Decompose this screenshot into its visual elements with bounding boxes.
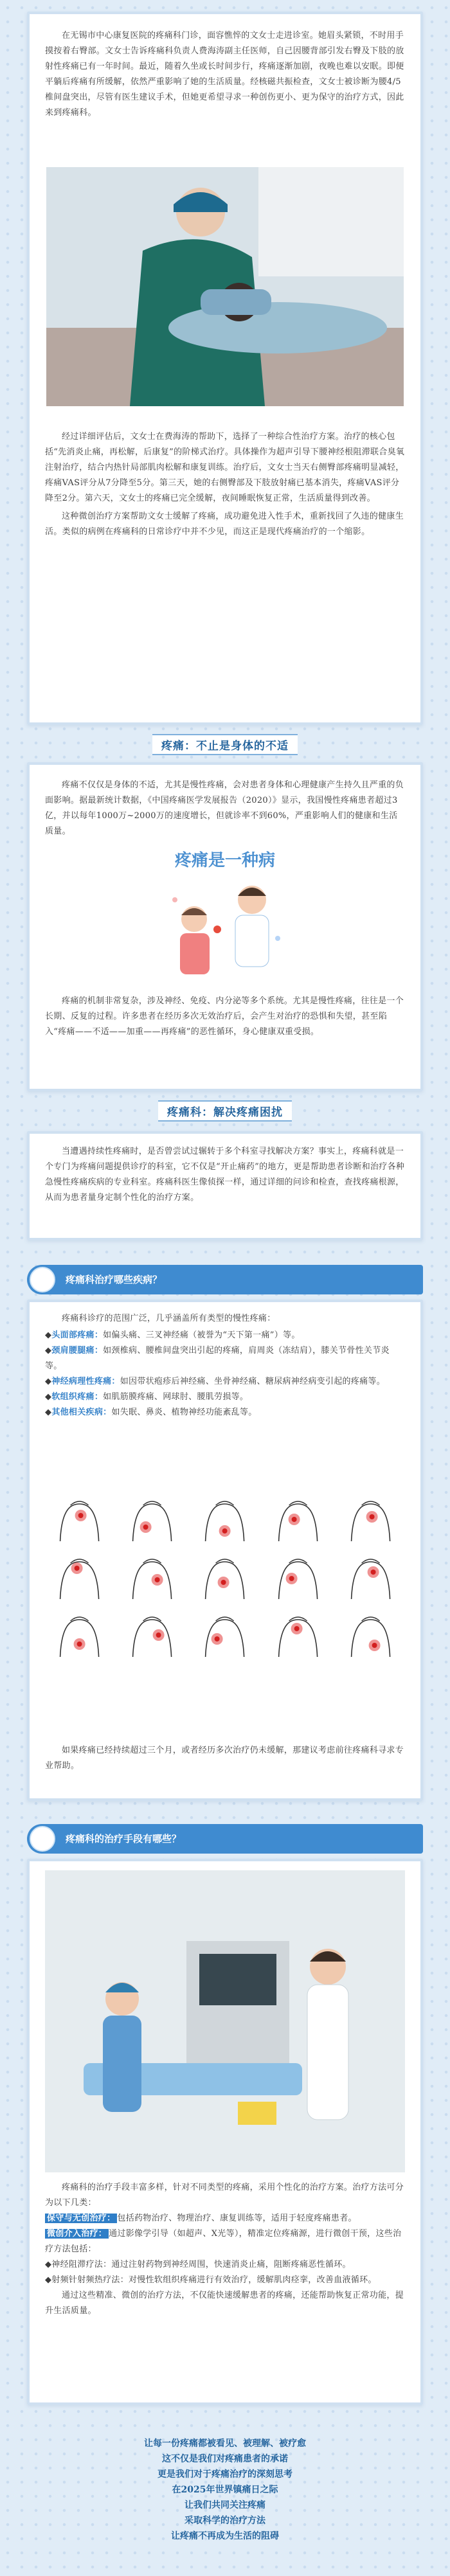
body-pain-figure [264,1549,332,1600]
section2-card [27,1131,423,1240]
doctor-patient-cartoon [156,874,294,982]
doctor-patient-photo [46,167,404,406]
qa2-sub-item: ◆神经阻滞疗法：通过注射药物到神经周围，快速消炎止痛，阻断疼痛恶性循环。 [45,2260,351,2269]
body-pain-figure [118,1607,186,1658]
section-title-1 [0,734,450,755]
qa2-conservative: 保守与无创治疗： 包括药物治疗、物理治疗、康复训练等，适用于轻度疼痛患者。 [45,2211,405,2226]
body-pain-figure [264,1607,332,1658]
qa2-intro: 疼痛科的治疗手段丰富多样，针对不同类型的疼痛，采用个性化的治疗方案。治疗方法可分为以下几类： [45,2183,404,2208]
body-pain-figure [336,1491,405,1543]
body-pain-figure [45,1491,114,1543]
intro-card [27,12,423,725]
footer-line: 在2025年世界镇痛日之际 [172,2485,278,2495]
qa2-card [27,1859,423,2405]
body-pain-figure [264,1491,332,1543]
footer-line: 这不仅是我们对疼痛患者的承诺 [162,2454,288,2464]
doctor-avatar-icon [30,1267,55,1292]
section-title-2-text: 疼痛科：解决疼痛困扰 [158,1100,292,1122]
section-title-1-text: 疼痛：不止是身体的不适 [152,734,298,755]
body-pain-figure [118,1491,186,1543]
footer-line: 让疼痛不再成为生活的阻碍 [171,2531,279,2541]
section2-paragraph: 当遭遇持续性疼痛时，是否曾尝试过辗转于多个科室寻找解决方案？事实上，疼痛科就是一个专门为疼痛问题提供诊疗的科室，它不仅是“开止痛药”的地方，更是帮助患者诊断和治疗各种急慢性疼痛疾病的专业科室。疼痛科医生像侦探一样，通过详细的问诊和检查，查找疼痛根源，从而为患者量身定制个性化的治疗方案。 [45,1147,405,1203]
footer-line: 更是我们对于疼痛治疗的深刻思考 [158,2469,292,2480]
intro-paragraph: 在无锡市中心康复医院的疼痛科门诊，面容憔悴的文女士走进诊室。她眉头紧锁，不时用手摸按着右臀部。文女士告诉疼痛科负责人费海涛副主任医师，自己因腰背部引发右臀及下肢的放射性疼痛已有一年时间。最近，随着久坐或长时间步行，疼痛逐渐加剧，夜晚也难以安眠。即便平躺后疼痛有所缓解，依然严重影响了她的生活质量。经核磁共振检查，文女士被诊断为腰4/5椎间盘突出，尽管有医生建议手术，但她更希望寻求一种创伤更小、更为保守的治疗方式，因此来到疼痛科。 [45,31,404,118]
body-pain-figure [190,1549,259,1600]
pain-is-disease-text: 疼痛是一种病 [174,851,275,870]
footer-closing [0,2436,450,2544]
qa1-item: ◆其他相关疾病：如失眠、鼻炎、植物神经功能紊乱等。 [45,1408,257,1417]
qa2-sub-item: ◆射频针射频热疗法：对慢性软组织疼痛进行有效治疗，缓解肌肉痉挛，改善血液循环。 [45,2275,377,2285]
body-pain-figure [336,1549,405,1600]
qa2-question: 疼痛科的治疗手段有哪些？ [66,1833,182,1845]
section-title-2 [0,1100,450,1122]
pain-areas-illustration-grid [45,1491,405,1658]
qa1-list [45,1328,405,1420]
qa1-outro: 如果疼痛已经持续超过三个月，或者经历多次治疗仍未缓解，那建议考虑前往疼痛科寻求专业帮助。 [45,1746,404,1771]
clinic-photo [45,1870,405,2172]
section1-paragraph-2: 疼痛的机制非常复杂，涉及神经、免疫、内分泌等多个系统。尤其是慢性疼痛，往往是一个长期、反复的过程。许多患者在经历多次无效治疗后，会产生对治疗的恐惧和失望，甚至陷入“疼痛——不适——加重——再疼痛”的恶性循环，身心健康双重受损。 [45,996,404,1037]
pain-is-disease-graphic [156,847,294,982]
clinic-illustration [45,1870,405,2172]
qa1-intro: 疼痛科诊疗的范围广泛，几乎涵盖所有类型的慢性疼痛： [62,1314,276,1323]
body-pain-figure [45,1607,114,1658]
body-pain-figure [45,1549,114,1600]
body-pain-figure [190,1607,259,1658]
footer-line: 采取科学的治疗方法 [184,2516,266,2526]
footer-line: 让每一份疼痛都被看见、被理解、被疗愈 [144,2438,306,2449]
qa1-item: ◆头面部疼痛：如偏头痛、三叉神经痛（被誉为“天下第一痛”）等。 [45,1330,300,1340]
qa1-item: ◆颈肩腰腿痛：如颈椎病、腰椎间盘突出引起的疼痛，肩周炎（冻结肩），膝关节骨性关节炎等。 [45,1346,390,1371]
qa1-header [27,1265,423,1294]
qa2-outro: 通过这些精准、微创的治疗方法，不仅能快速缓解患者的疼痛，还能帮助恢复正常功能，提升生活质量。 [45,2291,404,2316]
section1-paragraph-1: 疼痛不仅仅是身体的不适，尤其是慢性疼痛，会对患者身体和心理健康产生持久且严重的负面影响。据最新统计数据，《中国疼痛医学发展报告（2020）》显示，我国慢性疼痛患者超过3亿，并以每年1000万~2000万的速度增长，但就诊率不到60%，严重影响人们的健康和生活质量。 [45,780,404,836]
qa1-item: ◆软组织疼痛：如肌筋膜疼痛、网球肘、腰肌劳损等。 [45,1392,249,1402]
section1-card [27,762,423,1091]
body-pain-figure [336,1607,405,1658]
qa1-item: ◆神经病理性疼痛：如因带状疱疹后神经痛、坐骨神经痛、糖尿病神经病变引起的疼痛等。 [45,1377,386,1386]
qa2-minimal: 微创介入治疗： 通过影像学引导（如超声、X光等），精准定位疼痛源，进行微创干预，这些治疗方法包括： [45,2229,402,2254]
footer-line: 让我们共同关注疼痛 [184,2500,266,2510]
body-pain-figure [118,1549,186,1600]
body-pain-figure [190,1491,259,1543]
doctor-illustration [46,167,404,406]
doctor-avatar-icon [30,1826,55,1852]
qa1-question: 疼痛科治疗哪些疾病？ [66,1274,163,1285]
treatment-paragraph-2: 这种微创治疗方案帮助文女士缓解了疼痛，成功避免进入性手术，重新找回了久违的健康生活。类似的病例在疼痛科的日常诊疗中并不少见，而这正是现代疼痛治疗的一个缩影。 [45,512,404,537]
treatment-paragraph-1: 经过详细评估后，文女士在费海涛的帮助下，选择了一种综合性治疗方案。治疗的核心包括“先消炎止痛，再松解，后康复”的阶梯式治疗。具体操作为超声引导下腰神经根阻滞联合臭氧注射治疗，结合内热针局部肌肉松解和康复训练。治疗后，文女士当天右侧臀部疼痛明显减轻，疼痛VAS评分从7分降至5分。第三天，她的右侧臀部及下肢放射痛已基本消失，疼痛VAS评分降至2分。第六天，文女士的疼痛已完全缓解，夜间睡眠恢复正常，生活质量得到改善。 [45,432,405,503]
qa2-header [27,1824,423,1854]
